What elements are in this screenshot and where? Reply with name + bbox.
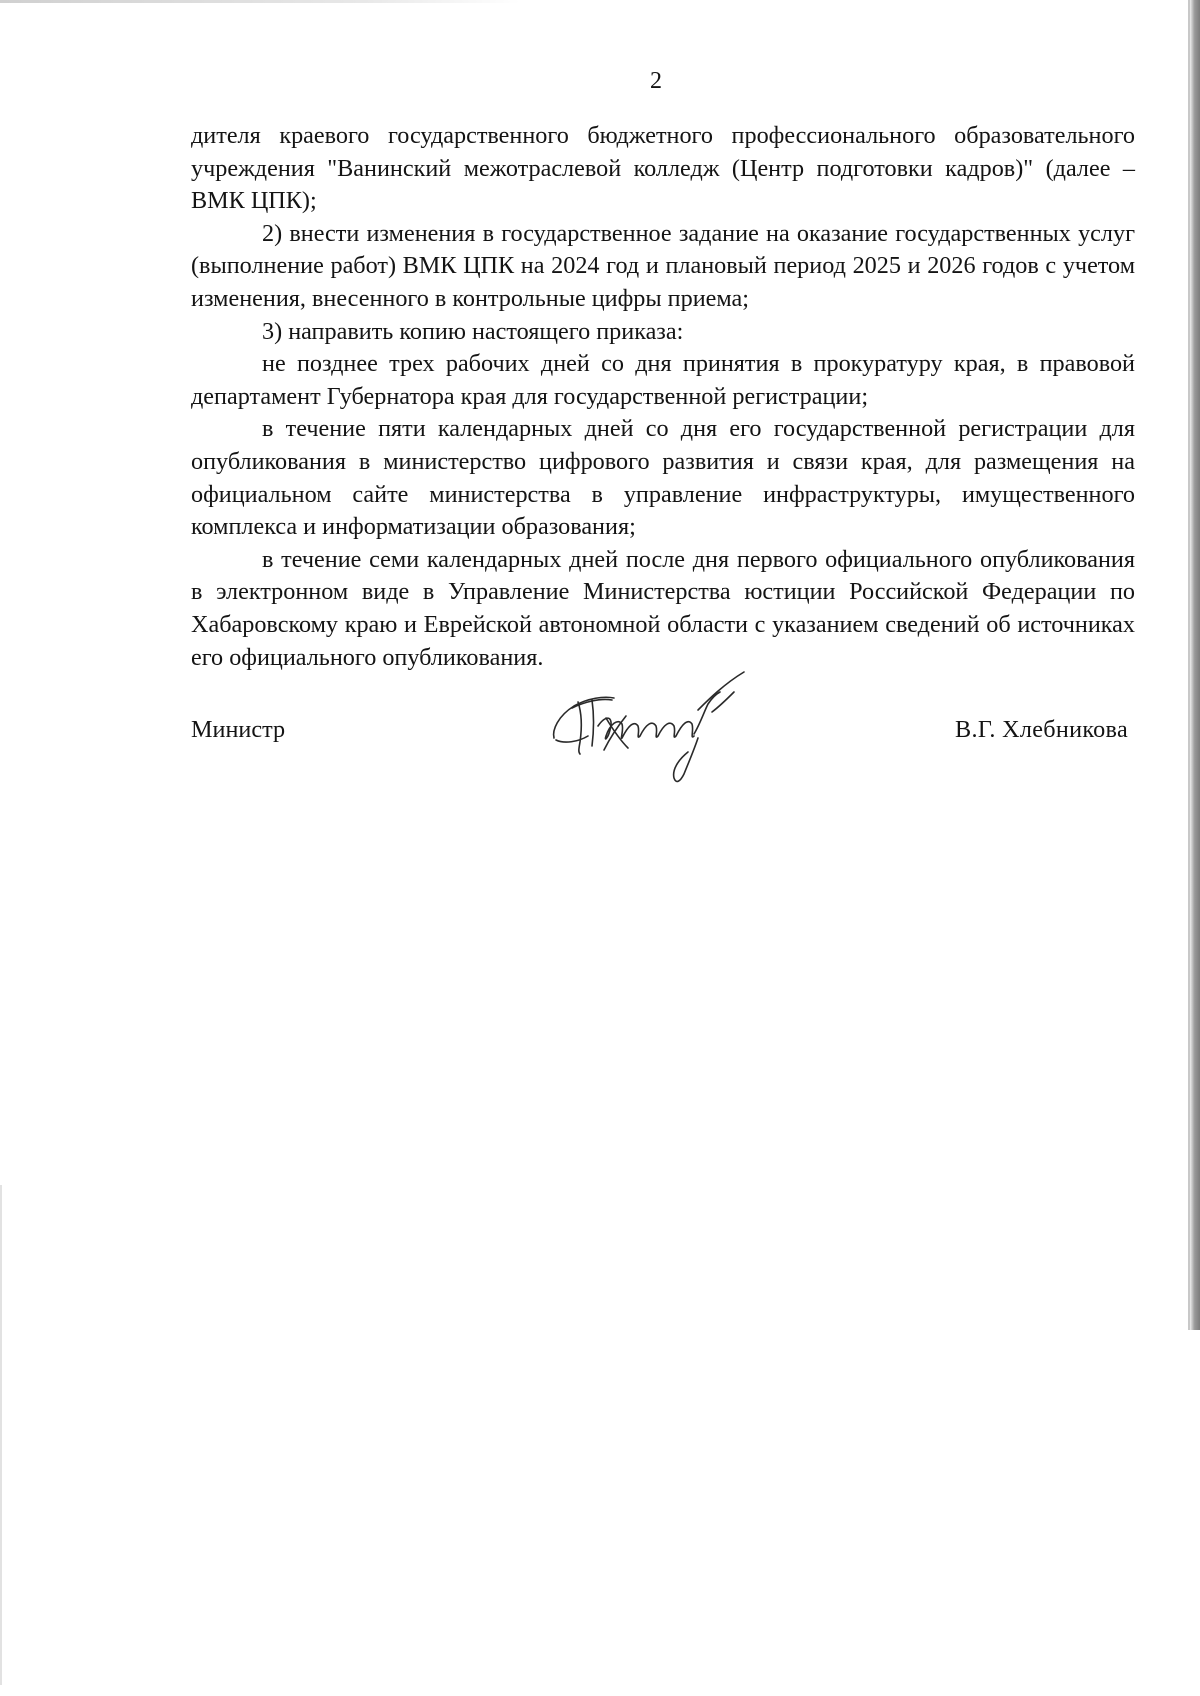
paragraph-item-3: 3) направить копию настоящего приказа:: [262, 317, 684, 345]
signatory-position: Министр: [191, 716, 286, 743]
signatory-name: В.Г. Хлебникова: [955, 716, 1128, 743]
paragraph-publication: в течение пяти календарных дней со дня его государственной регистрации для опубликования в министерство цифрового развития и связи края, для размещения на официальном сайте министерства в управление инфраструктуры, имущественного комплекса и информатизации образования;: [191, 415, 1135, 541]
document-body: [191, 120, 1135, 674]
paragraph-continuation: дителя краевого государственного бюджетного профессионального образовательного учреждения "Ванинский межотраслевой колледж (Центр подготовки кадров)" (далее – ВМК ЦПК);: [191, 122, 1135, 215]
scan-edge-top: [0, 0, 520, 3]
page-number: 2: [650, 68, 662, 94]
paragraph-item-2: 2) внести изменения в государственное задание на оказание государственных услуг (выполнение работ) ВМК ЦПК на 2024 год и плановый период 2025 и 2026 годов с учетом изменения, внесенного в контрольные цифры приема;: [191, 219, 1135, 312]
scan-edge-right: [1190, 0, 1200, 1330]
scan-edge-left: [0, 1185, 2, 1685]
handwritten-signature: [548, 668, 758, 786]
paragraph-justice-ministry: в течение семи календарных дней после дня первого официального опубликования в электронном виде в Управление Министерства юстиции Российской Федерации по Хабаровскому краю и Еврейской автономной области с указанием сведений об источниках его официального опубликования.: [191, 545, 1135, 671]
scan-edge-right-line: [1188, 0, 1190, 1330]
paragraph-prosecutor: не позднее трех рабочих дней со дня принятия в прокуратуру края, в правовой департамент Губернатора края для государственной регистрации;: [191, 350, 1135, 410]
